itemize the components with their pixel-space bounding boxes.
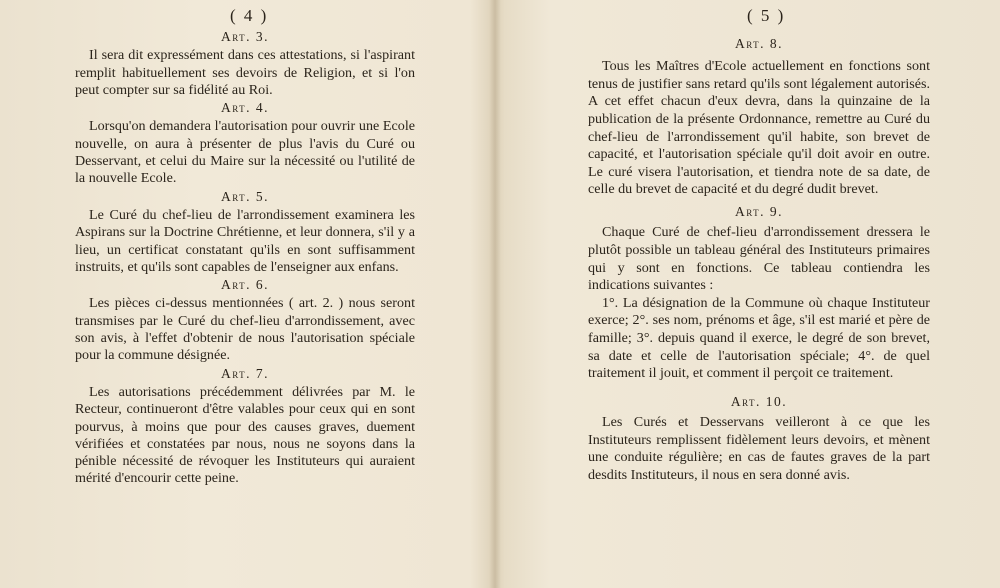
article-paragraph-list: 1°. La désignation de la Commune où chaque Instituteur exerce; 2°. ses nom, prénoms et âge, s'il est marié et père de famille; 3°. depuis quand il exerce, le degré de son brevet, sa date et celle de l'autorisation spéciale; 4°. de quel traitement il jouit, et comment il perçoit ce traitement. xyxy=(588,294,930,382)
article-heading: Art. 10. xyxy=(730,393,788,409)
page-number-left: ( 4 ) xyxy=(230,6,269,25)
article-paragraph: Il sera dit expressément dans ces attestations, si l'aspirant remplit habituellement ses devoirs de Religion, et si l'on peut compter sur sa fidélité au Roi. xyxy=(75,47,415,98)
article-heading: Art. 9. xyxy=(734,204,784,220)
article-heading: Art. 8. xyxy=(734,36,784,51)
article-paragraph: Tous les Maîtres d'Ecole actuellement en fonctions sont tenus de justifier sans retard qu'ils sont légalement autorisés. A cet effet chacun d'eux devra, dans la quinzaine de la publication de la présente Ordonnance, remettre au Curé du chef-lieu de l'arrondissement qu'il habite, son brevet de capacité, et l'autorisation spéciale qu'il doit avoir en outre. Le curé visera l'autorisation, et tiendra note de sa date, de celle du brevet de capacité et du degré dudit brevet. xyxy=(588,58,930,198)
right-page-text-column xyxy=(588,35,930,484)
article-paragraph: Chaque Curé de chef-lieu d'arrondissement dressera le plutôt possible un tableau général des Instituteurs primaires qui y sont en fonctions. Ce tableau contiendra les indications suivantes : xyxy=(588,224,930,294)
article-heading: Art. 4. xyxy=(220,100,270,116)
article-paragraph: Les pièces ci-dessus mentionnées ( art. 2. ) nous seront transmises par le Curé du chef-lieu d'arrondissement, avec son avis, à l'effet d'obtenir de nous l'autorisation spéciale pour la commune désignée. xyxy=(75,295,415,364)
page-number-right: ( 5 ) xyxy=(747,6,786,25)
article-heading: Art. 6. xyxy=(220,277,270,293)
article-heading: Art. 5. xyxy=(220,188,270,204)
article-paragraph: Les Curés et Desservans veilleront à ce que les Instituteurs remplissent fidèlement leurs devoirs, et mènent une conduite régulière; en cas de fautes graves de la part desdits Instituteurs, il nous en sera donné avis. xyxy=(588,413,930,483)
article-heading: Art. 3. xyxy=(220,29,270,44)
article-paragraph: Les autorisations précédemment délivrées par M. le Recteur, continueront d'être valables pour ceux qui en sont pourvus, à moins que pour des causes graves, duement vérifiées et constatées par nous, nous ne soyons dans la pénible nécessité de révoquer les Instituteurs qui auraient mérité d'encourir cette peine. xyxy=(75,383,415,487)
left-page xyxy=(0,0,494,588)
article-paragraph: Le Curé du chef-lieu de l'arrondissement examinera les Aspirans sur la Doctrine Chrétienne, et leur donnera, s'il y a lieu, un certificat constatant qu'ils en sont suffisamment instruits, et qu'ils sont capables de l'enseigner aux enfans. xyxy=(75,206,415,275)
article-paragraph: Lorsqu'on demandera l'autorisation pour ouvrir une Ecole nouvelle, on aura à présenter de plus l'avis du Curé ou Desservant, et celui du Maire sur la nécessité ou l'utilité de la nouvelle Ecole. xyxy=(75,118,415,187)
right-page xyxy=(500,0,1000,588)
article-heading: Art. 7. xyxy=(220,365,270,381)
left-page-text-column xyxy=(75,28,415,488)
